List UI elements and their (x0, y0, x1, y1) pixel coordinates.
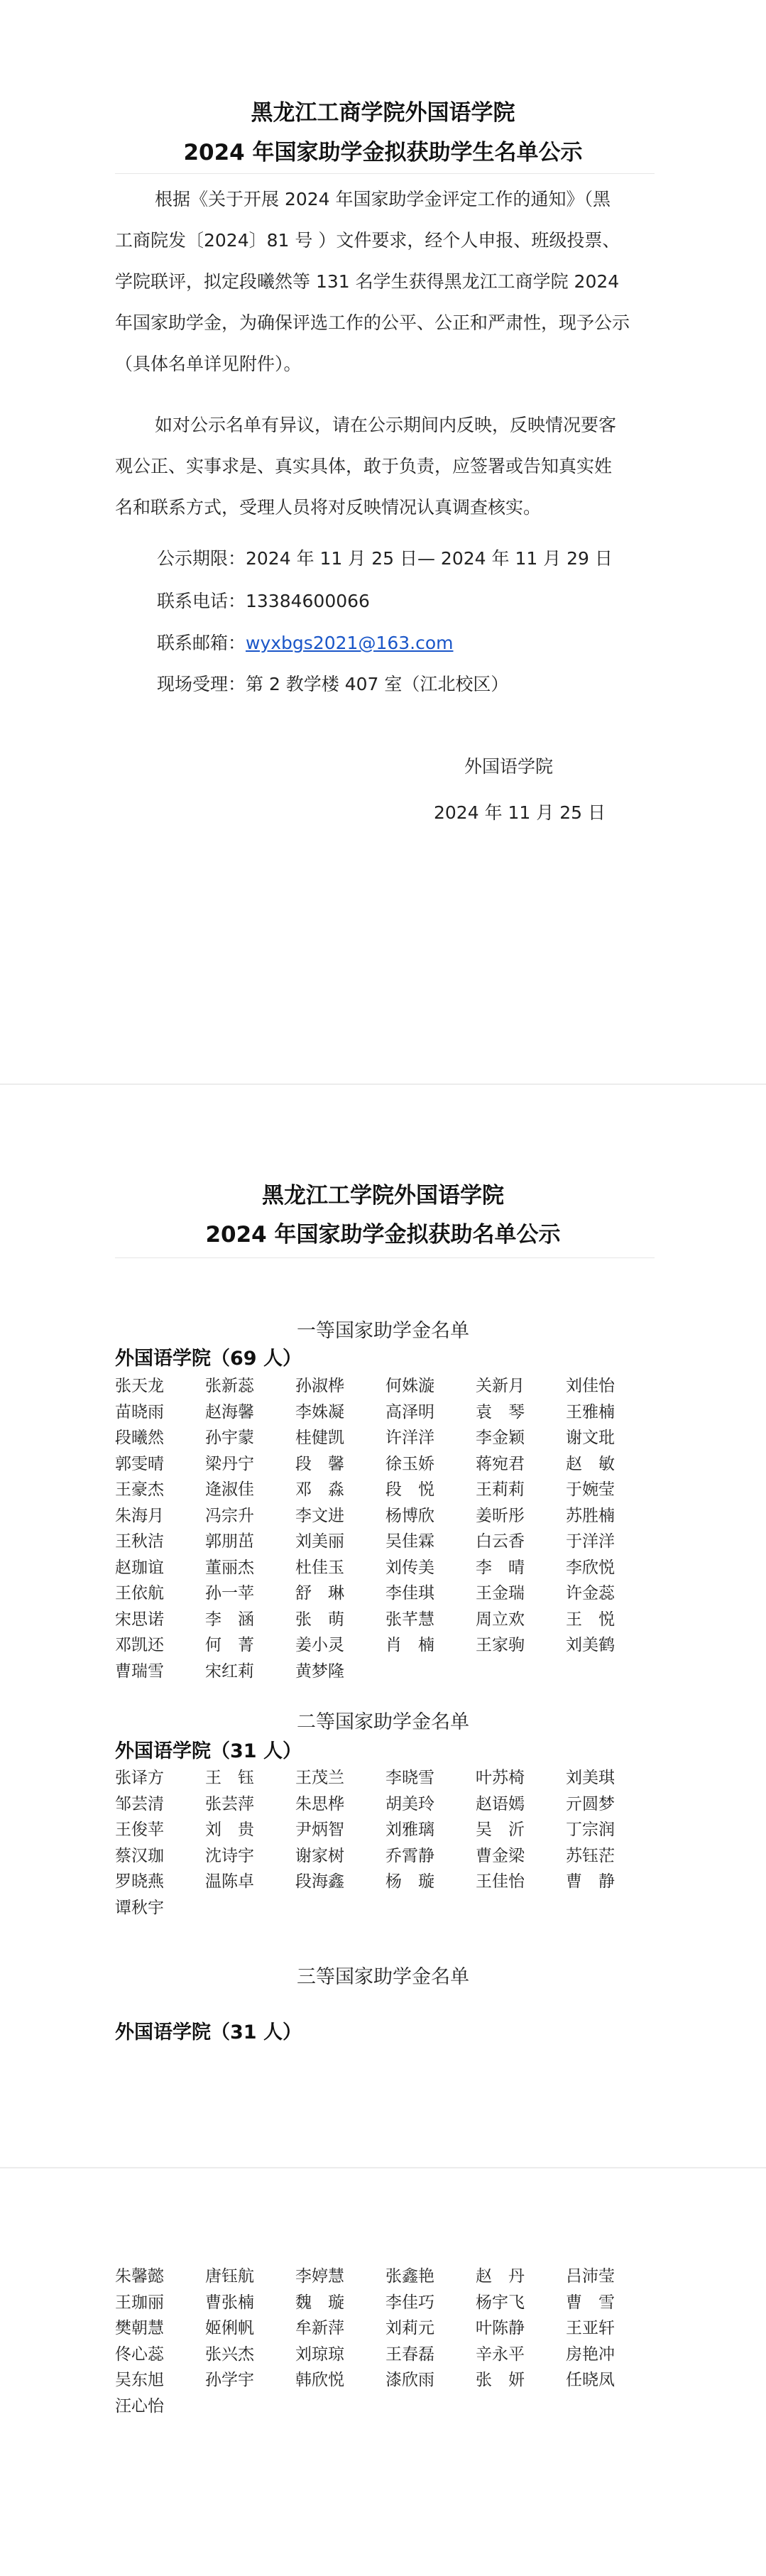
student-name: 张芊慧 (385, 1610, 434, 1629)
student-name: 乔霄静 (385, 1846, 434, 1865)
student-name: 袁 琴 (476, 1402, 525, 1421)
student-name: 朱海月 (115, 1506, 164, 1525)
student-name: 蔡汉珈 (115, 1846, 164, 1865)
student-name: 唐钰航 (205, 2267, 254, 2286)
student-name: 孙一苹 (205, 1584, 254, 1603)
student-name: 王珈丽 (115, 2293, 164, 2312)
student-name: 赵 丹 (476, 2267, 525, 2286)
para1-line: 年国家助学金，为确保评选工作的公平、公正和严肃性，现予公示 (115, 312, 630, 333)
second-class-names (115, 1765, 655, 1921)
student-name: 冯宗升 (205, 1506, 254, 1525)
student-name: 刘 贵 (205, 1821, 254, 1839)
student-name: 姜小灵 (295, 1636, 344, 1654)
student-name: 李欣悦 (566, 1558, 615, 1577)
para2-line: 如对公示名单有异议，请在公示期间内反映，反映情况要客 (155, 415, 617, 435)
student-name: 魏 璇 (295, 2293, 344, 2312)
student-name: 肖 楠 (385, 1636, 434, 1654)
student-name: 蒋宛君 (476, 1454, 525, 1473)
student-name: 李晓雪 (385, 1769, 434, 1787)
student-name: 舒 琳 (295, 1584, 344, 1603)
student-name: 罗晓燕 (115, 1872, 164, 1891)
student-name: 刘莉元 (385, 2319, 434, 2337)
student-name: 尹炳智 (295, 1821, 344, 1839)
student-name: 赵珈谊 (115, 1558, 164, 1577)
student-name: 段曦然 (115, 1429, 164, 1447)
student-name: 苏钰茫 (566, 1846, 615, 1865)
student-name: 叶陈静 (476, 2319, 525, 2337)
student-name: 李婷慧 (295, 2267, 344, 2286)
student-name: 王俊苹 (115, 1821, 164, 1839)
student-name: 曹 雪 (566, 2293, 615, 2312)
student-name: 王家驹 (476, 1636, 525, 1654)
notice-date: 2024 年 11 月 25 日 (434, 802, 606, 823)
student-name: 张新蕊 (205, 1377, 254, 1395)
student-name: 李佳琪 (385, 1584, 434, 1603)
student-name: 叶苏椅 (476, 1769, 525, 1787)
student-name: 吴 沂 (476, 1821, 525, 1839)
notice-paragraph-1 (115, 179, 655, 385)
title-divider (115, 173, 655, 174)
student-name: 任晓凤 (566, 2371, 615, 2389)
student-name: 邹芸清 (115, 1794, 164, 1813)
email-link[interactable]: wyxbgs2021@163.com (246, 633, 454, 653)
student-name: 邓凯还 (115, 1636, 164, 1654)
third-class-names (115, 2264, 655, 2419)
first-class-names (115, 1373, 655, 1684)
notice-period: 公示期限：2024 年 11 月 25 日— 2024 年 11 月 29 日 (157, 548, 613, 569)
student-name: 李姝凝 (295, 1402, 344, 1421)
student-name: 王豪杰 (115, 1480, 164, 1499)
contact-email (157, 629, 454, 657)
list-title-line1: 黑龙江工学院外国语学院 (262, 1183, 504, 1208)
student-name: 王 钰 (205, 1769, 254, 1787)
student-name: 谢文玭 (566, 1429, 615, 1447)
notice-page (0, 0, 766, 1083)
para2-line: 名和联系方式，受理人员将对反映情况认真调查核实。 (115, 497, 542, 518)
student-name: 谭秋宇 (115, 1898, 164, 1917)
student-name: 郭朋茁 (205, 1532, 254, 1551)
student-name: 牟新萍 (295, 2319, 344, 2337)
student-name: 曹瑞雪 (115, 1661, 164, 1681)
student-name: 刘美琪 (566, 1769, 615, 1787)
student-name: 王佳怡 (476, 1872, 525, 1891)
second-class-college: 外国语学院（31 人） (115, 1740, 302, 1762)
student-name: 曹 静 (566, 1872, 615, 1891)
student-name: 朱馨懿 (115, 2267, 164, 2286)
page-separator (0, 1084, 766, 1085)
student-name: 孙宇蒙 (205, 1429, 254, 1447)
list-page (0, 1086, 766, 2167)
email-label: 联系邮箱： (157, 633, 246, 653)
first-class-title: 一等国家助学金名单 (297, 1320, 469, 1342)
student-name: 张译方 (115, 1769, 164, 1787)
list-title-line2: 2024 年国家助学金拟获助名单公示 (205, 1222, 561, 1248)
student-name: 段 馨 (295, 1454, 344, 1473)
student-name: 白云香 (476, 1532, 525, 1551)
student-name: 谢家树 (295, 1846, 344, 1865)
student-name: 王雅楠 (566, 1402, 615, 1421)
student-name: 张 萌 (295, 1610, 344, 1629)
student-name: 黄梦隆 (295, 1661, 344, 1681)
student-name: 曹金梁 (476, 1846, 525, 1865)
student-name: 李金颖 (476, 1429, 525, 1447)
onsite-location: 现场受理：第 2 教学楼 407 室（江北校区） (157, 674, 509, 694)
student-name: 张 妍 (476, 2371, 525, 2389)
para2-line: 观公正、实事求是、真实具体，敢于负责，应签署或告知真实姓 (115, 456, 613, 476)
student-name: 许洋洋 (385, 1429, 434, 1447)
student-name: 王茂兰 (295, 1769, 344, 1787)
third-class-page (0, 2173, 766, 2576)
student-name: 刘美鹤 (566, 1636, 615, 1654)
student-name: 张天龙 (115, 1377, 164, 1395)
para1-line: 工商院发〔2024〕81 号 ）文件要求，经个人申报、班级投票、 (115, 230, 620, 251)
student-name: 李文进 (295, 1506, 344, 1525)
student-name: 朱思桦 (295, 1794, 344, 1813)
student-name: 何姝漩 (385, 1377, 434, 1395)
para1-line: 根据《关于开展 2024 年国家助学金评定工作的通知》（黑 (155, 189, 611, 209)
para1-line: （具体名单详见附件）。 (115, 354, 302, 374)
student-name: 杜佳玉 (295, 1558, 344, 1577)
student-name: 周立欢 (476, 1610, 525, 1629)
notice-paragraph-2 (115, 405, 655, 528)
student-name: 关新月 (476, 1377, 525, 1395)
student-name: 王金瑞 (476, 1584, 525, 1603)
student-name: 王秋洁 (115, 1532, 164, 1551)
student-name: 宋红莉 (205, 1661, 254, 1681)
student-name: 韩欣悦 (295, 2371, 344, 2389)
student-name: 孙学宇 (205, 2371, 254, 2389)
second-class-title: 二等国家助学金名单 (297, 1711, 469, 1733)
student-name: 王春磊 (385, 2345, 434, 2364)
student-name: 杨 璇 (385, 1872, 434, 1891)
student-name: 邓 淼 (295, 1480, 344, 1499)
student-name: 李佳巧 (385, 2293, 434, 2312)
student-name: 姜昕彤 (476, 1506, 525, 1525)
student-name: 杨宇飞 (476, 2293, 525, 2312)
student-name: 王亚轩 (566, 2319, 615, 2337)
contact-phone: 联系电话：13384600066 (157, 591, 370, 611)
student-name: 于洋洋 (566, 1532, 615, 1551)
student-name: 曹张楠 (205, 2293, 254, 2312)
student-name: 王莉莉 (476, 1480, 525, 1499)
student-name: 吴佳霖 (385, 1532, 434, 1551)
student-name: 苗晓雨 (115, 1402, 164, 1421)
student-name: 孙淑桦 (295, 1377, 344, 1395)
student-name: 桂健凯 (295, 1429, 344, 1447)
student-name: 王依航 (115, 1584, 164, 1603)
student-name: 段海鑫 (295, 1872, 344, 1891)
student-name: 漆欣雨 (385, 2371, 434, 2389)
student-name: 刘佳怡 (566, 1377, 615, 1395)
student-name: 吕沛莹 (566, 2267, 615, 2286)
student-name: 刘琼琼 (295, 2345, 344, 2364)
list-title-divider (115, 1257, 655, 1258)
student-name: 张芸萍 (205, 1794, 254, 1813)
first-class-college: 外国语学院（69 人） (115, 1348, 302, 1370)
student-name: 李 涵 (205, 1610, 254, 1629)
student-name: 樊朝慧 (115, 2319, 164, 2337)
student-name: 梁丹宁 (205, 1454, 254, 1473)
student-name: 徐玉娇 (385, 1454, 434, 1473)
student-name: 张鑫艳 (385, 2267, 434, 2286)
student-name: 胡美玲 (385, 1794, 434, 1813)
student-name: 佟心蕊 (115, 2345, 164, 2364)
student-name: 赵 敏 (566, 1454, 615, 1473)
para1-line: 学院联评，拟定段曦然等 131 名学生获得黑龙江工商学院 2024 (115, 271, 620, 292)
notice-title-line1: 黑龙江工商学院外国语学院 (251, 100, 515, 126)
student-name: 段 悦 (385, 1480, 434, 1499)
third-class-title: 三等国家助学金名单 (297, 1966, 469, 1988)
notice-title-line2: 2024 年国家助学金拟获助学生名单公示 (183, 140, 583, 165)
student-name: 刘美丽 (295, 1532, 344, 1551)
student-name: 丁宗润 (566, 1821, 615, 1839)
student-name: 苏胜楠 (566, 1506, 615, 1525)
student-name: 姬俐帆 (205, 2319, 254, 2337)
student-name: 高泽明 (385, 1402, 434, 1421)
student-name: 赵海馨 (205, 1402, 254, 1421)
student-name: 温陈卓 (205, 1872, 254, 1891)
signer: 外国语学院 (464, 756, 554, 777)
third-class-college: 外国语学院（31 人） (115, 2021, 302, 2043)
student-name: 吴东旭 (115, 2371, 164, 2389)
student-name: 赵语嫣 (476, 1794, 525, 1813)
student-name: 房艳冲 (566, 2345, 615, 2364)
student-name: 刘传美 (385, 1558, 434, 1577)
student-name: 张兴杰 (205, 2345, 254, 2364)
student-name: 辛永平 (476, 2345, 525, 2364)
student-name: 王 悦 (566, 1610, 615, 1629)
page-separator (0, 2167, 766, 2168)
student-name: 杨博欣 (385, 1506, 434, 1525)
student-name: 李 晴 (476, 1558, 525, 1577)
student-name: 汪心怡 (115, 2396, 164, 2416)
student-name: 宋思诺 (115, 1610, 164, 1629)
student-name: 许金蕊 (566, 1584, 615, 1603)
student-name: 逄淑佳 (205, 1480, 254, 1499)
student-name: 亓圆梦 (566, 1794, 615, 1813)
student-name: 于婉莹 (566, 1480, 615, 1499)
student-name: 沈诗宇 (205, 1846, 254, 1865)
student-name: 刘雅璃 (385, 1821, 434, 1839)
student-name: 郭雯晴 (115, 1454, 164, 1473)
student-name: 何 菁 (205, 1636, 254, 1654)
student-name: 董丽杰 (205, 1558, 254, 1577)
